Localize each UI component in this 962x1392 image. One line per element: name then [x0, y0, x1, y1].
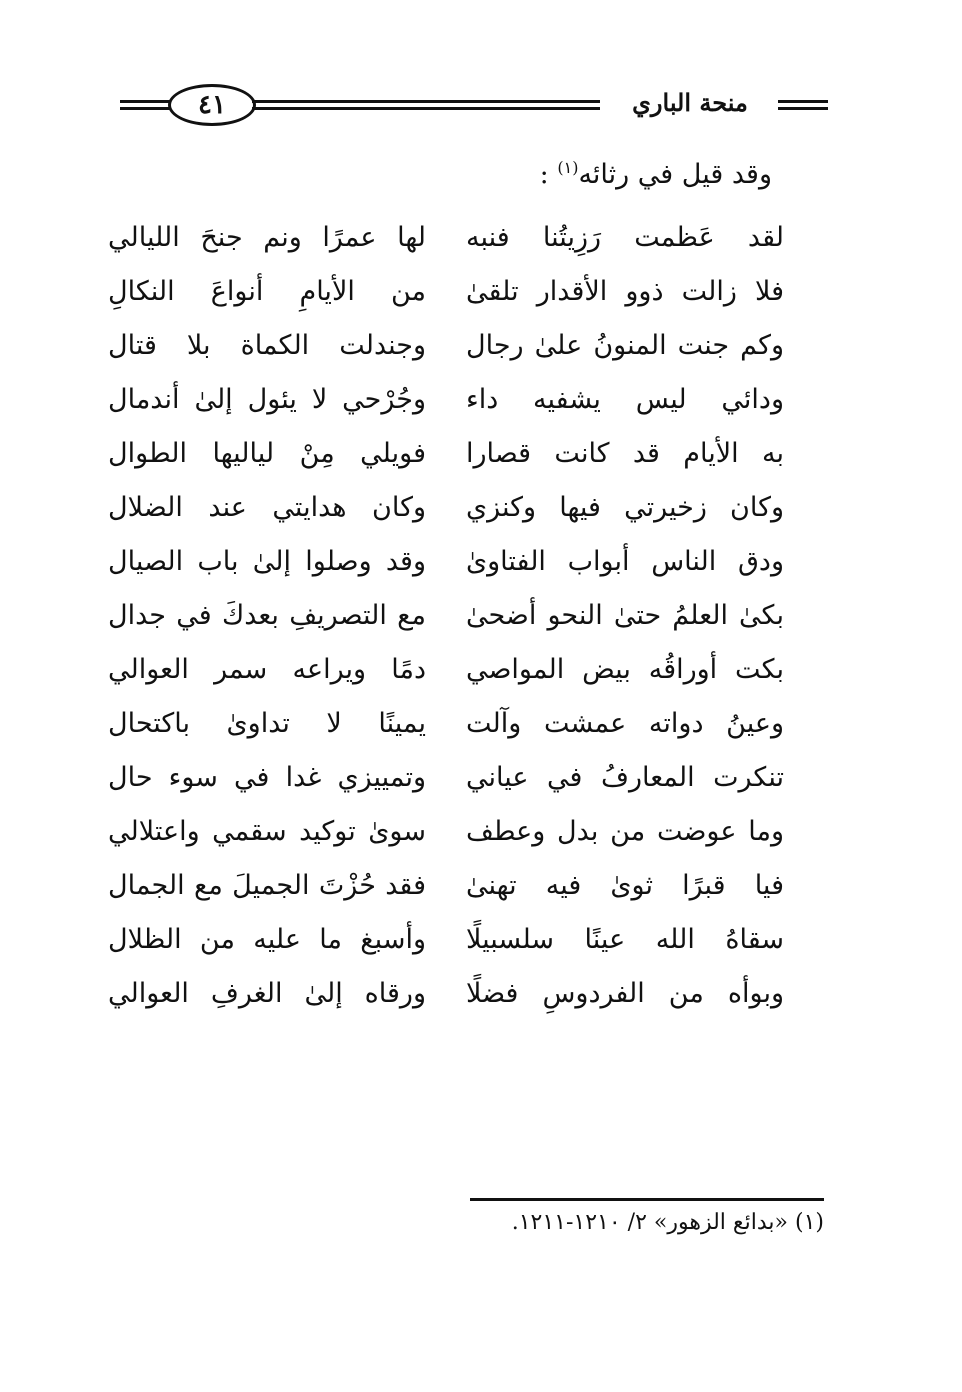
- verse: [108, 974, 784, 1028]
- intro-line: [540, 158, 772, 190]
- verse-first-hemistich: بكىٰ العلمُ حتىٰ النحو أضحىٰ: [466, 600, 784, 631]
- verse-first-hemistich: سقاهُ الله عينًا سلسبيلًا: [466, 924, 784, 955]
- verse-first-hemistich: ودائي ليس يشفيه داء: [466, 384, 784, 415]
- verse-second-hemistich: وكان هدايتي عند الضلال: [108, 492, 426, 523]
- verse-second-hemistich: دمًا ويراعه سمر العوالي: [108, 654, 426, 685]
- verse-first-hemistich: تنكرت المعارفُ في عياني: [466, 762, 784, 793]
- poem: [108, 218, 784, 1028]
- verse-first-hemistich: وكان زخيرتي فيها وكنزي: [466, 492, 784, 523]
- verse-first-hemistich: وبوأه من الفردوسِ فضلًا: [466, 978, 784, 1009]
- verse: [108, 272, 784, 326]
- verse-first-hemistich: بكت أوراقُه بيض المواصي: [466, 654, 784, 685]
- verse-second-hemistich: وتمييزي غدا في سوء حال: [108, 762, 426, 793]
- verse: [108, 650, 784, 704]
- verse: [108, 596, 784, 650]
- verse: [108, 326, 784, 380]
- verse-second-hemistich: وجُرْحي لا يئول إلىٰ أندمال: [108, 384, 426, 415]
- verse-second-hemistich: وجندلت الكماة بلا قتال: [108, 330, 426, 361]
- verse: [108, 866, 784, 920]
- verse-second-hemistich: فويلي مِنْ لياليها الطوال: [108, 438, 426, 469]
- verse: [108, 812, 784, 866]
- verse-first-hemistich: وما عوضت من بدل وعطف: [466, 816, 784, 847]
- verse: [108, 542, 784, 596]
- verse-second-hemistich: من الأيامِ أنواعَ النكالِ: [108, 276, 426, 307]
- verse: [108, 434, 784, 488]
- footnote-reference: (١): [557, 158, 579, 177]
- page-header: [110, 78, 830, 138]
- verse-first-hemistich: ودق الناس أبواب الفتاوىٰ: [466, 546, 784, 577]
- verse-first-hemistich: به الأيام قد كانت قصارا: [466, 438, 784, 469]
- verse: [108, 920, 784, 974]
- intro-text: وقد قيل في رثائه: [578, 159, 772, 190]
- verse-first-hemistich: وعينُ دواته عمشت وآلت: [466, 708, 784, 739]
- verse-first-hemistich: فيا قبرًا ثوىٰ فيه تهنىٰ: [466, 870, 784, 901]
- verse-first-hemistich: فلا زالت ذوو الأقدار تلقىٰ: [466, 276, 784, 307]
- header-rule-middle: [252, 100, 600, 110]
- header-rule-right: [778, 100, 828, 110]
- verse-second-hemistich: وأسبغ ما عليه من الظلال: [108, 924, 426, 955]
- verse-second-hemistich: ورقاه إلىٰ الغرفِ العوالي: [108, 978, 426, 1009]
- verse: [108, 704, 784, 758]
- verse-first-hemistich: وكم جنت المنونُ علىٰ رجال: [466, 330, 784, 361]
- verse: [108, 380, 784, 434]
- verse: [108, 488, 784, 542]
- intro-colon: :: [539, 159, 549, 190]
- footnote: (١) «بدائع الزهور» ٢/ ١٢١٠-١٢١١.: [511, 1210, 824, 1235]
- verse-second-hemistich: سوىٰ توكيد سقمي واعتلالي: [108, 816, 426, 847]
- verse: [108, 218, 784, 272]
- page-number: ٤١: [168, 84, 256, 126]
- footnote-divider: [470, 1198, 824, 1201]
- verse-second-hemistich: وقد وصلوا إلىٰ باب الصيال: [108, 546, 426, 577]
- verse-second-hemistich: لها عمرًا ونم جنحَ الليالي: [108, 222, 426, 253]
- book-title: منحة الباري: [632, 88, 748, 117]
- verse-second-hemistich: مع التصريفِ بعدكَ في جدال: [108, 600, 426, 631]
- header-rule-left: [120, 100, 170, 110]
- verse-second-hemistich: يمينًا لا تداوىٰ باكتحال: [108, 708, 426, 739]
- verse-first-hemistich: لقد عَظمت رَزِيتُنا فنبه: [466, 222, 784, 253]
- verse-second-hemistich: فقد حُزْتَ الجميلَ مع الجمال: [108, 870, 426, 901]
- verse: [108, 758, 784, 812]
